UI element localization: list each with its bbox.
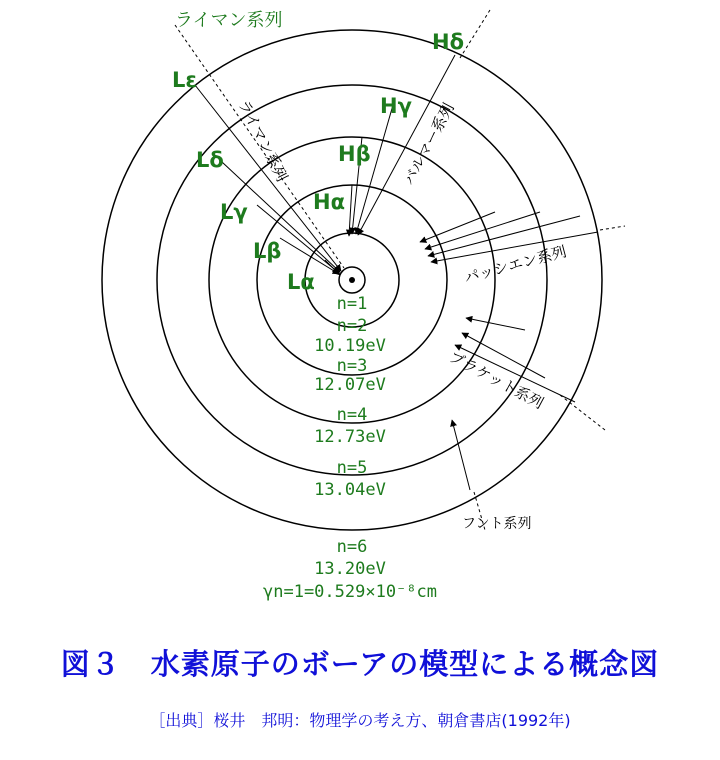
label-l-alpha: Lα (287, 270, 315, 294)
level-n5-energy: 13.04eV (314, 480, 386, 500)
level-labels (263, 294, 437, 602)
level-n2: n=2 (336, 316, 368, 336)
label-l-beta: Lβ (253, 239, 282, 263)
paschen-line-2 (425, 212, 540, 249)
radius-note: γn=1=0.529×10⁻⁸cm (263, 582, 437, 602)
balmer-dashed-guide (460, 10, 490, 58)
pfund-lines (452, 420, 470, 490)
brackett-dashed-guide (560, 395, 605, 430)
level-n6: n=6 (336, 537, 368, 557)
balmer-series-label: バルマー系列 (399, 99, 458, 188)
level-n6-energy: 13.20eV (314, 559, 386, 579)
pfund-line-1 (452, 420, 470, 490)
level-n5: n=5 (336, 458, 368, 478)
figure-source: ［出典］桜井 邦明：物理学の考え方、朝倉書店(1992年) (149, 711, 571, 730)
line-h-gamma (356, 98, 395, 234)
line-h-delta (358, 55, 455, 235)
level-n3-energy: 12.07eV (314, 375, 386, 395)
lyman-series-label-rotated: ライマン系列 (234, 96, 292, 185)
level-n2-energy: 10.19eV (314, 336, 386, 356)
label-l-delta: Lδ (196, 148, 224, 172)
label-h-delta: Hδ (432, 30, 465, 54)
level-n4-energy: 12.73eV (314, 427, 386, 447)
line-h-alpha (349, 185, 352, 236)
pfund-series-label: フント系列 (462, 516, 532, 532)
level-n4: n=4 (336, 405, 368, 425)
level-n1: n=1 (336, 294, 368, 314)
label-h-gamma: Hγ (380, 94, 412, 118)
brackett-series-label: ブラケット系列 (446, 347, 547, 413)
label-l-epsilon: Lε (172, 68, 198, 92)
brackett-line-1 (466, 318, 525, 330)
nucleus (349, 277, 355, 283)
lyman-series-label: ライマン系列 (175, 10, 283, 31)
paschen-series-label: パッシエン系列 (462, 242, 569, 287)
label-h-alpha: Hα (313, 190, 346, 214)
label-l-gamma: Lγ (220, 200, 248, 224)
level-n3: n=3 (336, 356, 368, 376)
label-h-beta: Hβ (338, 142, 371, 166)
paschen-lines (420, 212, 598, 262)
paschen-dashed-guide (600, 226, 625, 230)
figure-title: 図３ 水素原子のボーアの模型による概念図 (60, 647, 660, 681)
